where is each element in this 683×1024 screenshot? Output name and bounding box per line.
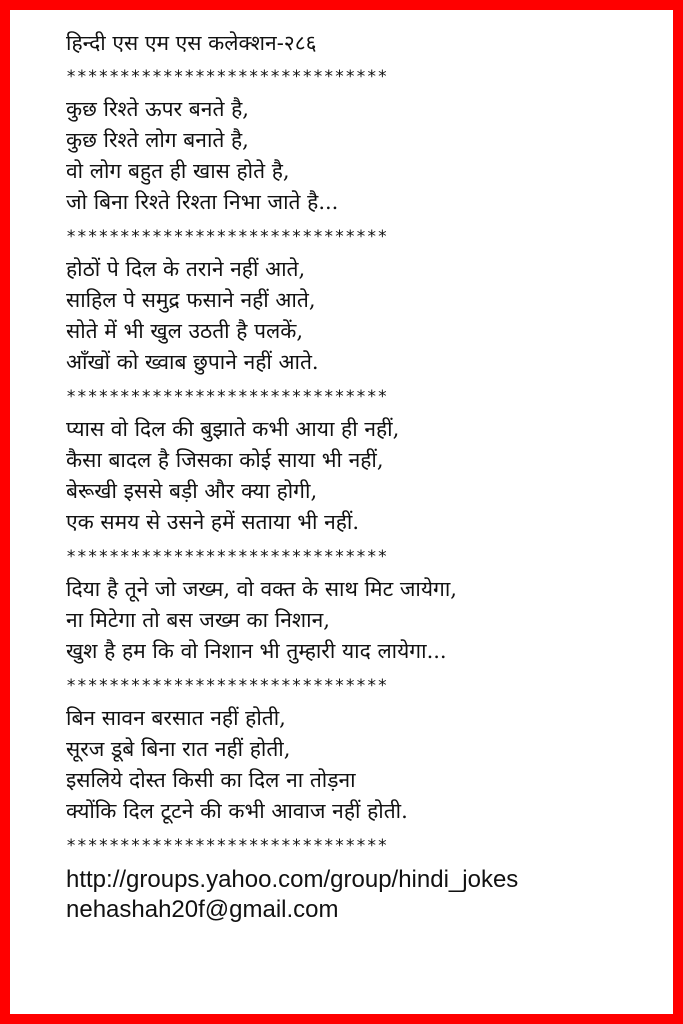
stanza-line: कैसा बादल है जिसका कोई साया भी नहीं, bbox=[66, 448, 384, 472]
stanza-3 bbox=[66, 414, 666, 538]
stanza-1 bbox=[66, 94, 666, 218]
stanza-line: कुछ रिश्ते लोग बनाते है, bbox=[66, 128, 249, 152]
stanza-line: बिन सावन बरसात नहीं होती, bbox=[66, 706, 286, 730]
stanza-line: एक समय से उसने हमें सताया भी नहीं. bbox=[66, 510, 360, 534]
email-address-text: nehashah20f@gmail.com bbox=[66, 896, 339, 923]
stanza-line: क्योंकि दिल टूटने की कभी आवाज नहीं होती. bbox=[66, 799, 408, 823]
stanza-line: आँखों को ख्वाब छुपाने नहीं आते. bbox=[66, 350, 319, 374]
separator-line: ****************************** bbox=[66, 387, 389, 407]
stanza-line: सूरज डूबे बिना रात नहीं होती, bbox=[66, 737, 291, 761]
separator-line: ****************************** bbox=[66, 547, 389, 567]
separator-line: ****************************** bbox=[66, 676, 389, 696]
sms-collection-document bbox=[66, 28, 666, 925]
stanza-2 bbox=[66, 254, 666, 378]
stanza-line: जो बिना रिश्ते रिश्ता निभा जाते है... bbox=[66, 190, 339, 214]
stanza-line: कुछ रिश्ते ऊपर बनते है, bbox=[66, 97, 249, 121]
separator-line: ****************************** bbox=[66, 227, 389, 247]
group-url-text: http://groups.yahoo.com/group/hindi_jokes bbox=[66, 866, 519, 893]
stanza-line: बेरूखी इससे बड़ी और क्या होगी, bbox=[66, 479, 318, 503]
stanza-line: सोते में भी खुल उठती है पलकें, bbox=[66, 319, 304, 343]
stanza-line: इसलिये दोस्त किसी का दिल ना तोड़ना bbox=[66, 768, 356, 792]
contact-footer bbox=[66, 865, 666, 925]
stanza-5 bbox=[66, 703, 666, 827]
stanza-4 bbox=[66, 574, 666, 667]
separator-line: ****************************** bbox=[66, 836, 389, 856]
stanza-line: दिया है तूने जो जख्म, वो वक्त के साथ मिट जायेगा, bbox=[66, 577, 457, 601]
stanza-line: ना मिटेगा तो बस जख्म का निशान, bbox=[66, 608, 330, 632]
stanza-line: होठों पे दिल के तराने नहीं आते, bbox=[66, 257, 306, 281]
page-title: हिन्दी एस एम एस कलेक्शन-२८६ bbox=[66, 31, 317, 55]
stanza-line: खुश है हम कि वो निशान भी तुम्हारी याद लायेगा... bbox=[66, 639, 447, 663]
stanza-line: साहिल पे समुद्र फसाने नहीं आते, bbox=[66, 288, 316, 312]
stanza-line: वो लोग बहुत ही खास होते है, bbox=[66, 159, 290, 183]
separator-line: ****************************** bbox=[66, 67, 389, 87]
stanza-line: प्यास वो दिल की बुझाते कभी आया ही नहीं, bbox=[66, 417, 400, 441]
